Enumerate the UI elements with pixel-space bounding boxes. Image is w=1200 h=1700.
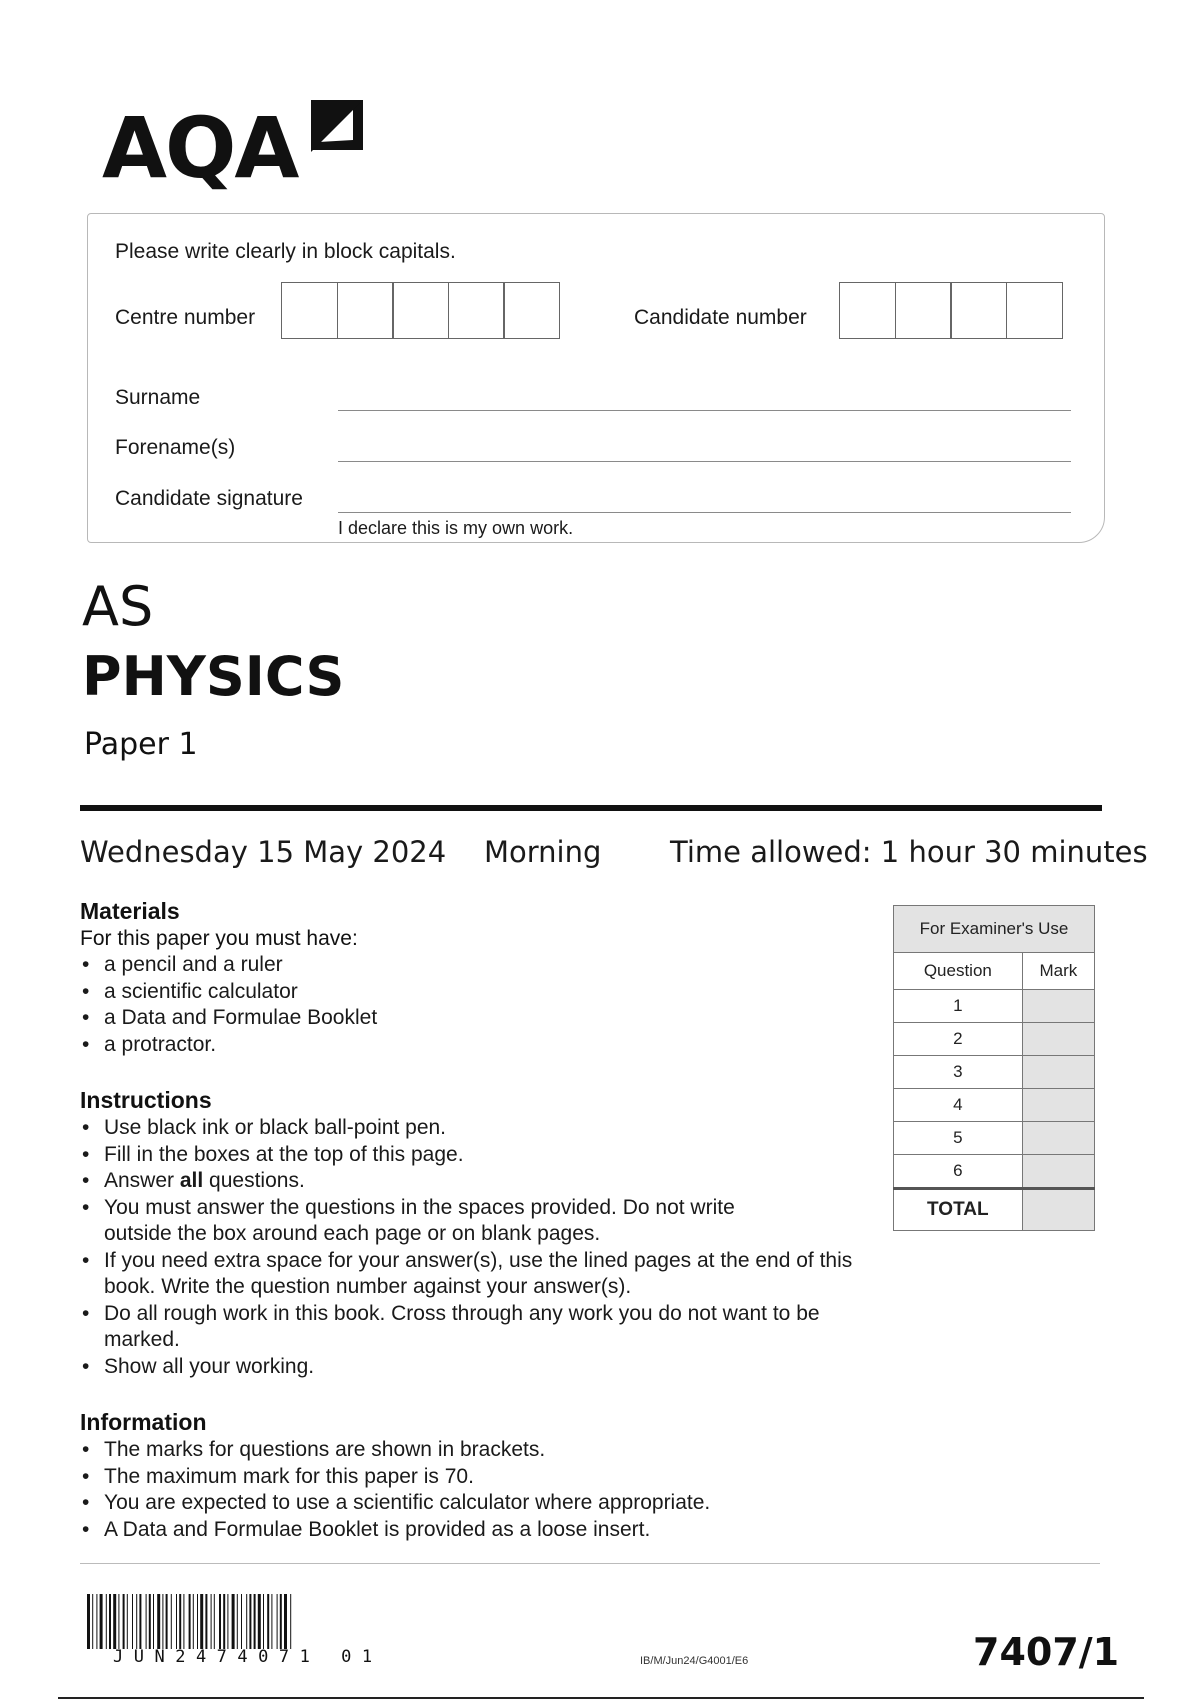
instructions-section — [80, 1085, 870, 1380]
exam-session: Morning — [484, 835, 602, 869]
candidate-number-cell[interactable] — [1006, 282, 1063, 339]
forename-field[interactable] — [338, 461, 1071, 462]
list-item: • A Data and Formulae Booklet is provided as a loose insert. — [80, 1517, 880, 1544]
candidate-number-cell[interactable] — [895, 282, 952, 339]
centre-number-cell[interactable] — [281, 282, 338, 339]
mark-cell — [1022, 1155, 1094, 1189]
list-item: • a pencil and a ruler — [80, 952, 880, 979]
qualification-level: AS — [82, 575, 154, 638]
list-item: • You must answer the questions in the spaces provided. Do not write outside the box around each page or on blank pages. — [80, 1195, 784, 1248]
title-divider — [80, 805, 1102, 811]
instructions-heading: Instructions — [80, 1087, 212, 1113]
materials-heading: Materials — [80, 898, 180, 924]
centre-number-cell[interactable] — [503, 282, 560, 339]
surname-label: Surname — [115, 386, 201, 409]
question-number: 5 — [894, 1122, 1023, 1155]
information-heading: Information — [80, 1409, 207, 1435]
answer-all-emphasis: all — [179, 1169, 204, 1192]
total-label: TOTAL — [894, 1189, 1023, 1231]
list-item: • The maximum mark for this paper is 70. — [80, 1464, 880, 1491]
question-number: 6 — [894, 1155, 1023, 1189]
list-item: • Fill in the boxes at the top of this page. — [80, 1142, 870, 1169]
signature-field[interactable] — [338, 512, 1071, 513]
block-capitals-instruction: Please write clearly in block capitals. — [115, 240, 456, 263]
materials-section — [80, 896, 880, 1058]
question-number: 4 — [894, 1089, 1023, 1122]
list-item: • a protractor. — [80, 1032, 880, 1059]
centre-number-cell[interactable] — [392, 282, 449, 339]
subject-title: PHYSICS — [82, 645, 345, 708]
question-number: 1 — [894, 990, 1023, 1023]
list-item: • If you need extra space for your answer(s), use the lined pages at the end of this book. Write the question number against your answer(s). — [80, 1248, 864, 1301]
candidate-number-boxes[interactable] — [839, 282, 1061, 339]
paper-code: 7407/1 — [973, 1630, 1120, 1674]
aqa-logo-mark-icon — [307, 96, 367, 154]
total-mark-cell — [1022, 1189, 1094, 1231]
list-item: • Show all your working. — [80, 1354, 870, 1381]
aqa-logo-text: AQA — [102, 99, 298, 197]
signature-label: Candidate signature — [115, 487, 303, 510]
centre-number-cell[interactable] — [337, 282, 394, 339]
exam-date: Wednesday 15 May 2024 — [80, 835, 447, 869]
centre-number-cell[interactable] — [448, 282, 505, 339]
centre-number-boxes[interactable] — [281, 282, 559, 339]
mark-cell — [1022, 990, 1094, 1023]
list-item: • Do all rough work in this book. Cross through any work you do not want to be marked. — [80, 1301, 824, 1354]
candidate-number-cell[interactable] — [839, 282, 896, 339]
centre-number-label: Centre number — [115, 306, 256, 329]
list-item — [80, 1168, 870, 1195]
answer-all-post: questions. — [203, 1169, 305, 1192]
mark-cell — [1022, 1089, 1094, 1122]
mark-column-header: Mark — [1022, 953, 1094, 990]
candidate-details-box — [87, 213, 1105, 543]
footer-divider — [80, 1563, 1100, 1564]
time-allowed: Time allowed: 1 hour 30 minutes — [670, 835, 1148, 869]
mark-cell — [1022, 1122, 1094, 1155]
question-number: 2 — [894, 1023, 1023, 1056]
list-item: • Use black ink or black ball-point pen. — [80, 1115, 870, 1142]
examiner-use-table — [893, 905, 1095, 1231]
answer-all-pre: Answer — [104, 1169, 180, 1192]
list-item: • a Data and Formulae Booklet — [80, 1005, 880, 1032]
question-column-header: Question — [894, 953, 1023, 990]
page-bottom-rule — [58, 1697, 1144, 1699]
barcode-icon — [87, 1594, 471, 1649]
aqa-logo — [102, 92, 372, 202]
forename-label: Forename(s) — [115, 436, 236, 459]
list-item: • a scientific calculator — [80, 979, 880, 1006]
mark-cell — [1022, 1023, 1094, 1056]
information-section — [80, 1407, 880, 1543]
materials-intro: For this paper you must have: — [80, 927, 358, 950]
candidate-number-label: Candidate number — [634, 306, 807, 329]
mark-cell — [1022, 1056, 1094, 1089]
paper-title: Paper 1 — [84, 727, 198, 762]
paper-reference: IB/M/Jun24/G4001/E6 — [640, 1655, 749, 1667]
declaration-text: I declare this is my own work. — [338, 518, 574, 538]
list-item: • The marks for questions are shown in brackets. — [80, 1437, 880, 1464]
list-item: • You are expected to use a scientific calculator where appropriate. — [80, 1490, 880, 1517]
surname-field[interactable] — [338, 410, 1071, 411]
barcode-digits: JUN2474071 01 — [113, 1647, 383, 1667]
question-number: 3 — [894, 1056, 1023, 1089]
candidate-number-cell[interactable] — [950, 282, 1007, 339]
examiner-table-header: For Examiner's Use — [894, 906, 1095, 953]
